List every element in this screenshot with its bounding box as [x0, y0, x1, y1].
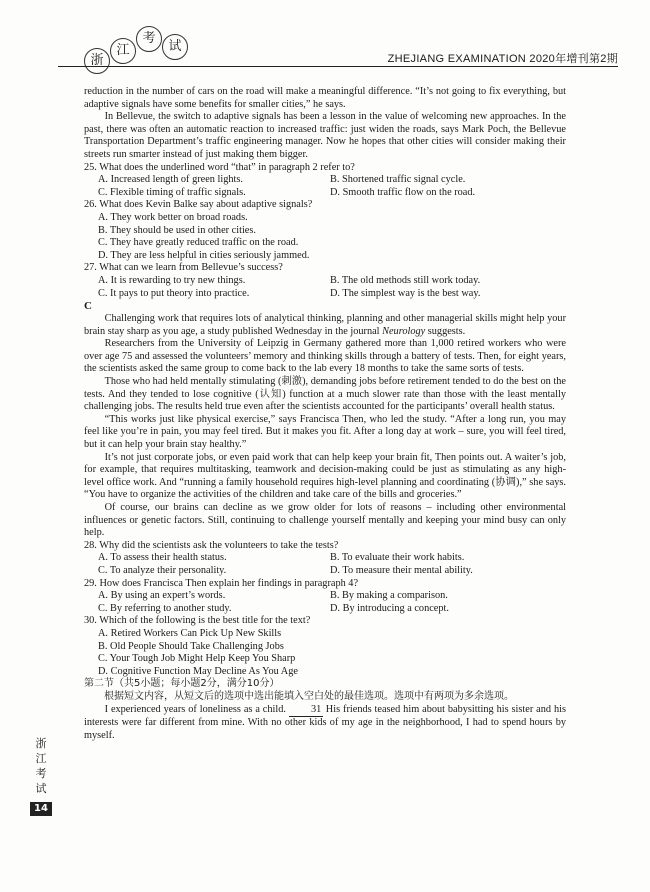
- option-grid: [84, 174, 566, 199]
- question-block: [84, 199, 566, 262]
- page-content: [84, 86, 566, 742]
- journal-title: ZHEJIANG EXAMINATION 2020年增刊第2期: [387, 53, 618, 65]
- option: A. It is rewarding to try new things.: [98, 274, 246, 286]
- question-stem: 29. How does Francisca Then explain her findings in paragraph 4?: [84, 577, 359, 589]
- option: D. The simplest way is the best way.: [330, 287, 481, 299]
- option: B. Old People Should Take Challenging Jobs: [98, 640, 284, 652]
- question-block: [84, 540, 566, 578]
- journal-name: Neurology: [382, 325, 426, 337]
- paragraph: reduction in the number of cars on the road will make a meaningful difference. “It’s not going to fix everything, but adaptive signals have some benefits for smaller cities,” he says.: [84, 86, 566, 110]
- paragraph: Of course, our brains can decline as we grow older for lots of reasons – including other environmental influences or genetic factors. Still, continuing to challenge yourself mentally and keeping your mind busy can only help.: [84, 502, 566, 539]
- side-char: 考: [35, 767, 47, 780]
- option: B. To evaluate their work habits.: [330, 552, 465, 564]
- option: A. Retired Workers Can Pick Up New Skills: [98, 627, 282, 639]
- option: A. Increased length of green lights.: [98, 174, 243, 186]
- option-grid: [84, 275, 566, 300]
- side-char: 浙: [35, 737, 47, 750]
- side-char: 试: [35, 782, 47, 795]
- option: C. Your Tough Job Might Help Keep You Sharp: [98, 653, 296, 665]
- question-block: [84, 262, 566, 300]
- option: D. To measure their mental ability.: [330, 564, 473, 576]
- option: B. The old methods still work today.: [330, 274, 481, 286]
- option: A. To assess their health status.: [98, 552, 227, 564]
- option: C. It pays to put theory into practice.: [98, 287, 250, 299]
- page-header: [0, 0, 650, 84]
- option: A. By using an expert’s words.: [98, 590, 226, 602]
- side-char: 江: [35, 752, 47, 765]
- question-block: [84, 615, 566, 678]
- part-2-instruction: 根据短文内容，从短文后的选项中选出能填入空白处的最佳选项。选项中有两项为多余选项。: [104, 690, 514, 702]
- paragraph: Those who had held mentally stimulating (刺激), demanding jobs before retirement tended to do the best on the tests. And they tended to lose cognitive (认知) function at a much slower rate than those with the least mentally challenging jobs. The results held true even after the scientists accounted for the participants’ overall health status.: [84, 376, 566, 413]
- option: D. Smooth traffic flow on the road.: [330, 186, 476, 198]
- paragraph: “This works just like physical exercise,” says Francisca Then, who led the study. “After a long run, you may feel like you’re in pain, you may feel tired. But it makes you fit. After a long day at work – sure, you will feel tired, but it can help your brain stay healthy.”: [84, 413, 566, 451]
- paragraph: Challenging work that requires lots of analytical thinking, planning and other managerial skills might help your brain stay sharp as you age, a study published Wednesday in the journal Neurology suggests.: [84, 313, 566, 337]
- option: C. To analyze their personality.: [98, 564, 227, 576]
- question-stem: 28. Why did the scientists ask the volunteers to take the tests?: [84, 539, 339, 551]
- option: C. By referring to another study.: [98, 602, 232, 614]
- option: D. Cognitive Function May Decline As You Age: [98, 665, 298, 677]
- paragraph: Researchers from the University of Leipzig in Germany gathered more than 1,000 retired workers who were over age 75 and assessed the volunteers’ memory and thinking skills through a battery of tests. Then, for eight years, the scientists asked the same group to come back to the lab every 18 months to take the same sorts of tests.: [84, 338, 566, 375]
- logo-char-3: 考: [136, 26, 162, 52]
- logo-char-4: 试: [162, 34, 188, 60]
- question-stem: 25. What does the underlined word “that” in paragraph 2 refer to?: [84, 161, 355, 173]
- option: C. They have greatly reduced traffic on the road.: [98, 237, 299, 249]
- part-2-title: 第二节（共5小题；每小题2分，满分10分）: [84, 678, 280, 690]
- question-stem: 30. Which of the following is the best title for the text?: [84, 615, 311, 627]
- option: B. Shortened traffic signal cycle.: [330, 174, 466, 186]
- logo-char-1: 浙: [84, 48, 110, 74]
- side-label: [30, 736, 52, 816]
- question-stem: 26. What does Kevin Balke say about adaptive signals?: [84, 199, 313, 211]
- header-rule: [58, 66, 618, 67]
- option-grid: [84, 552, 566, 577]
- question-stem: 27. What can we learn from Bellevue’s success?: [84, 262, 283, 274]
- option: B. They should be used in other cities.: [98, 224, 256, 236]
- answer-blank: 31: [289, 704, 323, 718]
- paragraph: In Bellevue, the switch to adaptive signals has been a lesson in the value of welcoming new approaches. In the past, there was often an automatic reaction to increased traffic: just widen the roads, says Mark Poch, the Bellevue Transportation Department’s traffic engineering manager. Now he hopes that other cities will consider making their streets run smarter instead of just making them bigger.: [84, 111, 566, 160]
- section-c-heading: C: [84, 300, 92, 313]
- option: A. They work better on broad roads.: [98, 211, 248, 223]
- option: D. By introducing a concept.: [330, 602, 449, 614]
- option: D. They are less helpful in cities seriously jammed.: [98, 249, 310, 261]
- page-number: 14: [30, 802, 52, 816]
- question-block: [84, 162, 566, 200]
- question-block: [84, 578, 566, 616]
- paragraph: It’s not just corporate jobs, or even paid work that can help keep your brain fit, Then points out. A waiter’s job, for example, that requires multitasking, teamwork and decision-making could be just as stimulating as any high-level office work. And “running a family household requires high-level planning and coordinating (协调),” she says. “You have to organize the activities of the children and take care of the bills and groceries.”: [84, 451, 566, 501]
- logo-char-2: 江: [110, 38, 136, 64]
- option: B. By making a comparison.: [330, 590, 448, 602]
- option-grid: [84, 590, 566, 615]
- paragraph: I experienced years of loneliness as a child. 31 His friends teased him about babysitting his sister and his interests were far different from mine. With no other kids of my age in the neighborhood, I had to spend hours by myself.: [84, 703, 566, 741]
- zhejiang-exam-logo: [80, 20, 190, 80]
- option: C. Flexible timing of traffic signals.: [98, 186, 246, 198]
